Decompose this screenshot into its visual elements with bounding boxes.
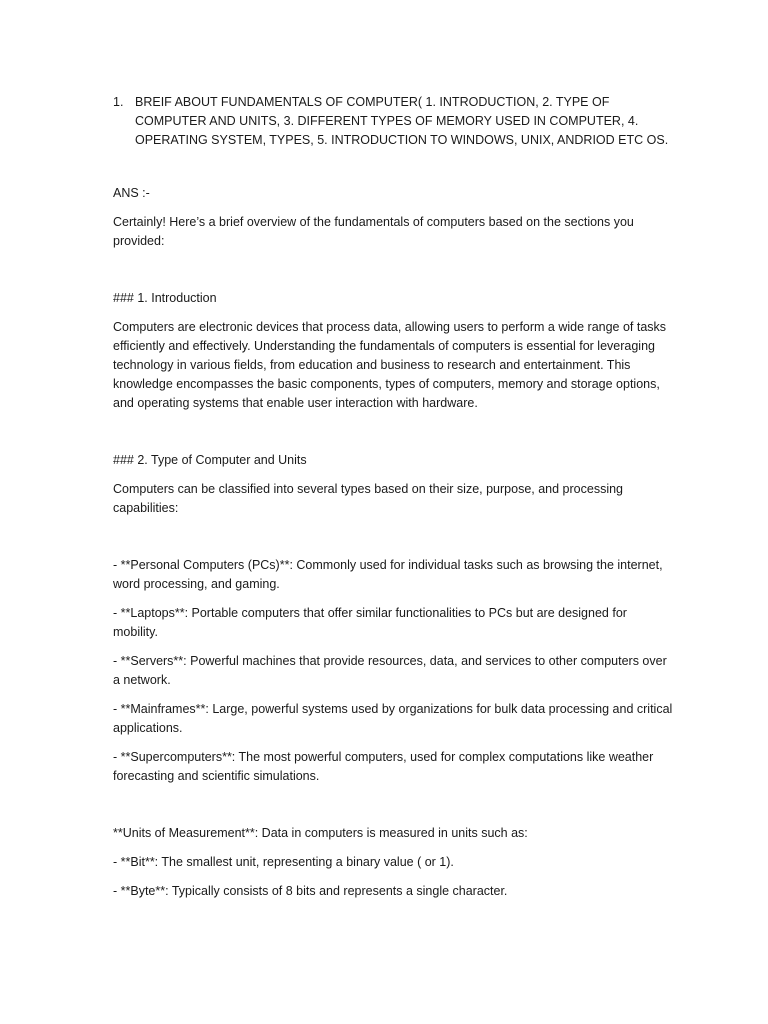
computer-types-list (113, 556, 673, 786)
answer-intro: Certainly! Here’s a brief overview of the fundamentals of computers based on the sections you provided: (113, 215, 634, 248)
answer-label: ANS :- (113, 186, 150, 200)
section-2-heading: ### 2. Type of Computer and Units (113, 453, 307, 467)
section-1-heading: ### 1. Introduction (113, 291, 217, 305)
units-heading: **Units of Measurement**: Data in computers is measured in units such as: (113, 826, 528, 840)
question-number: 1. (113, 95, 124, 109)
list-item-mainframes: - **Mainframes**: Large, powerful systems used by organizations for bulk data processing and critical applications. (113, 702, 673, 735)
list-item-supercomputers: - **Supercomputers**: The most powerful computers, used for complex computations like weather forecasting and scientific simulations. (113, 750, 654, 783)
section-2-body: Computers can be classified into several types based on their size, purpose, and processing capabilities: (113, 482, 624, 515)
unit-item-bit: - **Bit**: The smallest unit, representing a binary value ( or 1). (113, 855, 454, 869)
question-item (113, 93, 673, 150)
list-item-pcs: - **Personal Computers (PCs)**: Commonly used for individual tasks such as browsing the internet, word processing, and gaming. (113, 558, 663, 591)
document-page (113, 93, 673, 901)
list-item-laptops: - **Laptops**: Portable computers that offer similar functionalities to PCs but are designed for mobility. (113, 606, 627, 639)
list-item-servers: - **Servers**: Powerful machines that provide resources, data, and services to other computers over a network. (113, 654, 667, 687)
question-text: BREIF ABOUT FUNDAMENTALS OF COMPUTER( 1. INTRODUCTION, 2. TYPE OF COMPUTER AND UNITS, 3. DIFFERENT TYPES OF MEMORY USED IN COMPUTER, 4. OPERATING SYSTEM, TYPES, 5. INTRODUCTION TO WINDOWS, UNIX, ANDRIOD ETC OS. (135, 95, 669, 147)
section-1-body: Computers are electronic devices that process data, allowing users to perform a wide range of tasks efficiently and effectively. Understanding the fundamentals of computers is essential for leveraging technology in various fields, from education and business to research and entertainment. This knowledge encompasses the basic components, types of computers, memory and storage options, and operating systems that enable user interaction with hardware. (113, 320, 667, 410)
unit-item-byte: - **Byte**: Typically consists of 8 bits and represents a single character. (113, 884, 508, 898)
